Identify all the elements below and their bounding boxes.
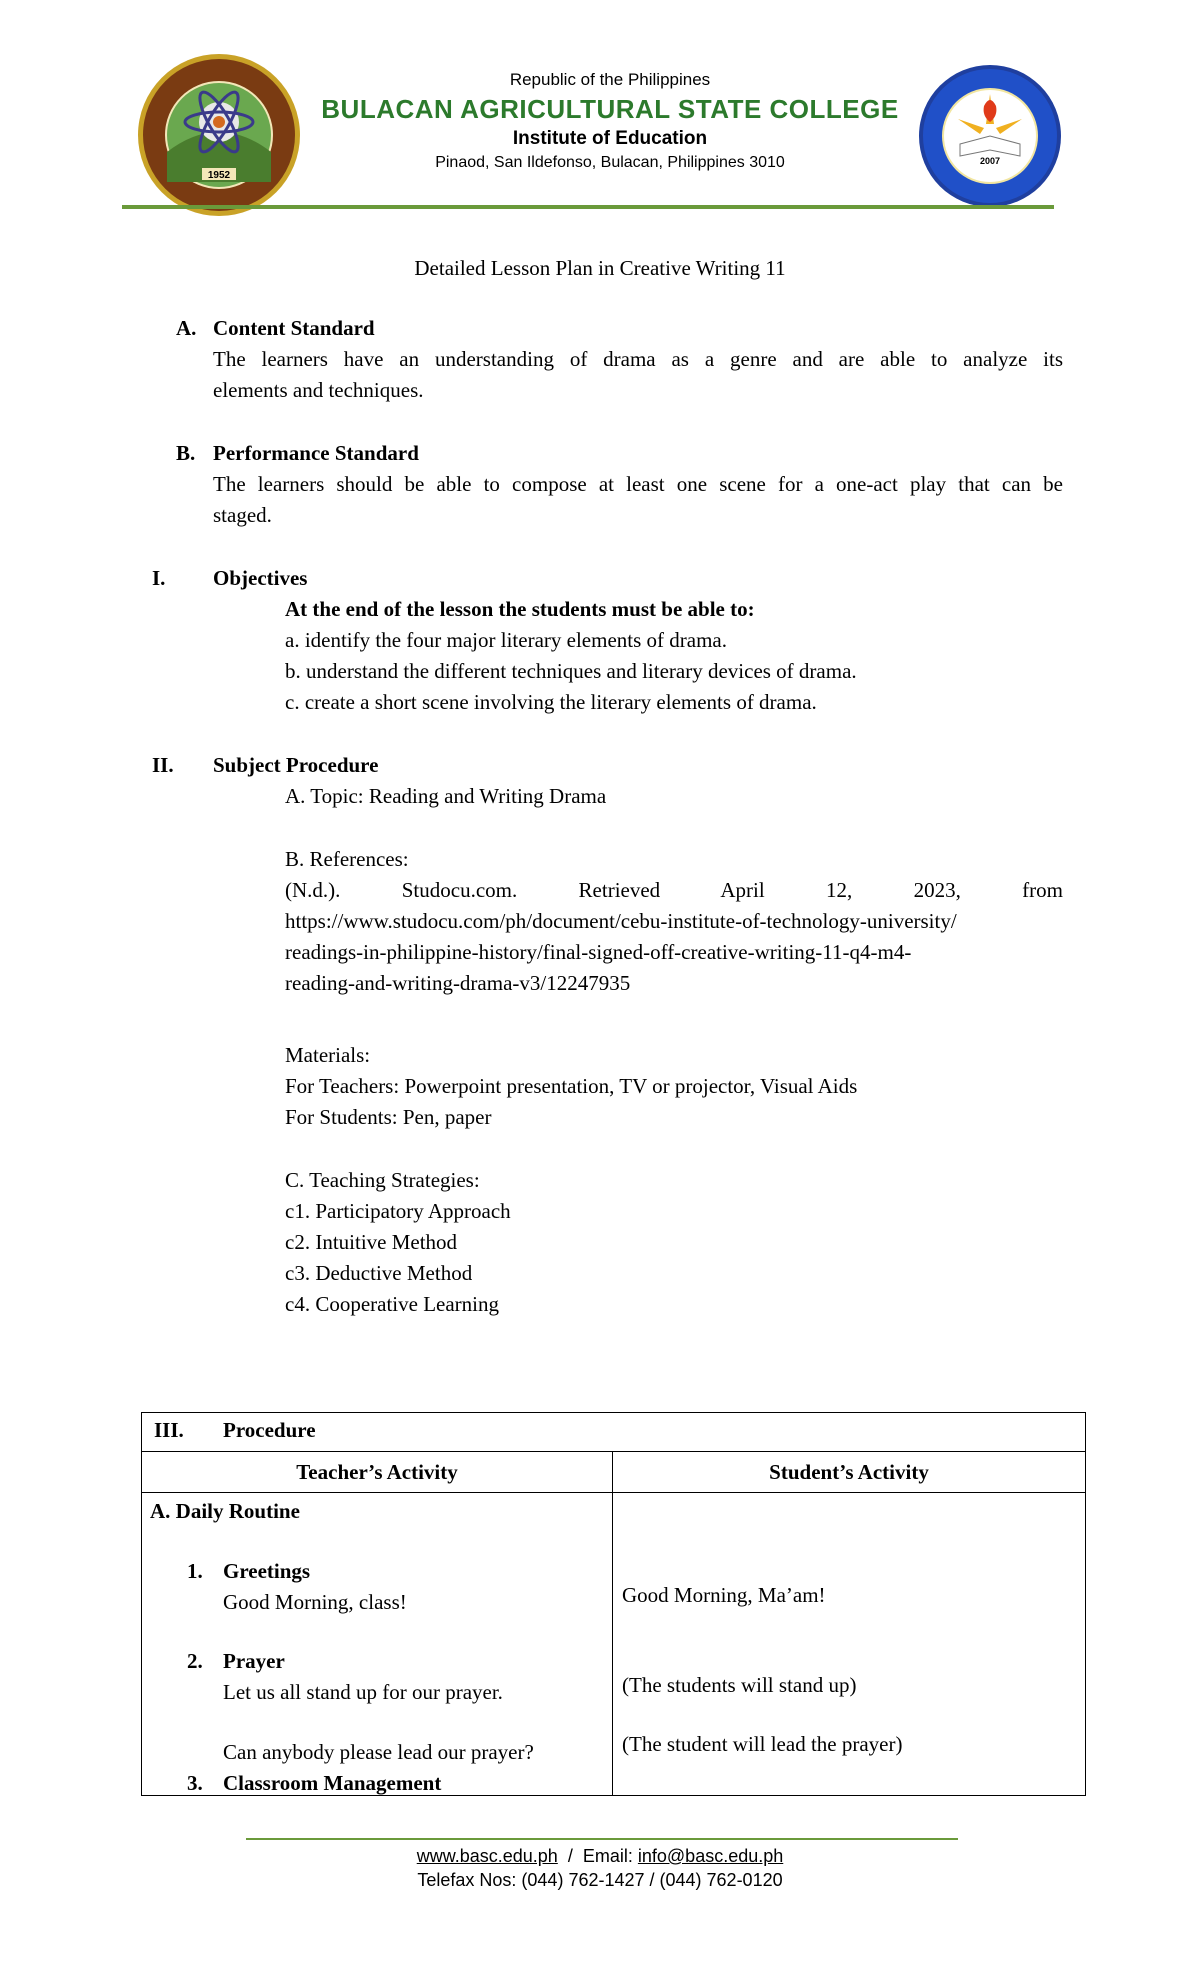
- content-standard-label: A.: [176, 316, 197, 340]
- performance-standard-text-line1: The learners should be able to compose at least one scene for a one-act play that can be: [213, 472, 1063, 496]
- republic-text: Republic of the Philippines: [509, 70, 711, 89]
- prayer-title: Prayer: [223, 1649, 285, 1673]
- daily-routine-heading: A. Daily Routine: [150, 1499, 300, 1523]
- student-activity-header: Student’s Activity: [613, 1452, 1086, 1493]
- subject-procedure-heading: Subject Procedure: [213, 753, 379, 777]
- materials-label: Materials:: [285, 1043, 371, 1067]
- objective-item: c. create a short scene involving the literary elements of drama.: [285, 690, 817, 714]
- reference-line: reading-and-writing-drama-v3/12247935: [285, 971, 631, 995]
- footer-telefax: Telefax Nos: (044) 762-1427 / (044) 762-0120: [417, 1870, 783, 1890]
- strategy-item: c2. Intuitive Method: [285, 1230, 458, 1254]
- college-name: BULACAN AGRICULTURAL STATE COLLEGE: [321, 94, 899, 124]
- prayer-teacher-text: Let us all stand up for our prayer.: [223, 1680, 503, 1704]
- procedure-header-cell: [142, 1413, 1086, 1452]
- student-activity-cell: [613, 1493, 1086, 1796]
- greetings-title: Greetings: [223, 1559, 311, 1583]
- teacher-activity-header: Teacher’s Activity: [142, 1452, 613, 1493]
- objective-item: b. understand the different techniques and literary devices of drama.: [285, 659, 857, 683]
- greetings-student-response: Good Morning, Ma’am!: [622, 1583, 826, 1607]
- subject-procedure-label: II.: [152, 753, 174, 777]
- institute-of-education-logo: [918, 64, 1062, 208]
- email-link[interactable]: info@basc.edu.ph: [637, 1846, 784, 1866]
- objectives-intro: At the end of the lesson the students must be able to:: [285, 597, 755, 621]
- performance-standard-text-line2: staged.: [213, 503, 272, 527]
- institute-name: Institute of Education: [512, 128, 708, 149]
- footer-divider: [246, 1838, 958, 1840]
- performance-standard-heading: Performance Standard: [213, 441, 419, 465]
- objectives-heading: Objectives: [213, 566, 308, 590]
- strategies-label: C. Teaching Strategies:: [285, 1168, 480, 1192]
- website-link[interactable]: www.basc.edu.ph: [416, 1846, 558, 1866]
- prayer-student-response: (The students will stand up): [622, 1673, 857, 1697]
- topic-text: A. Topic: Reading and Writing Drama: [285, 784, 607, 808]
- strategy-item: c4. Cooperative Learning: [285, 1292, 499, 1316]
- classroom-management-number: 3.: [187, 1771, 203, 1795]
- reference-line: https://www.studocu.com/ph/document/cebu-institute-of-technology-university/: [285, 909, 957, 933]
- prayer-number: 2.: [187, 1649, 203, 1673]
- content-standard-text-line2: elements and techniques.: [213, 378, 424, 402]
- procedure-table: [141, 1412, 1086, 1796]
- footer-contact: [0, 1846, 1200, 1867]
- materials-students: For Students: Pen, paper: [285, 1105, 492, 1129]
- objectives-label: I.: [152, 566, 166, 590]
- materials-teachers: For Teachers: Powerpoint presentation, TV or projector, Visual Aids: [285, 1074, 858, 1098]
- content-standard-text-line1: The learners have an understanding of drama as a genre and are able to analyze its: [213, 347, 1063, 371]
- classroom-management-title: Classroom Management: [223, 1771, 442, 1795]
- procedure-label: III.: [154, 1418, 184, 1442]
- strategy-item: c1. Participatory Approach: [285, 1199, 511, 1223]
- procedure-heading: Procedure: [223, 1418, 316, 1442]
- strategy-item: c3. Deductive Method: [285, 1261, 473, 1285]
- svg-text:1952: 1952: [207, 170, 231, 181]
- email-label: Email:: [582, 1846, 633, 1866]
- footer-separator: /: [567, 1846, 573, 1866]
- performance-standard-label: B.: [176, 441, 196, 465]
- basc-seal-logo: [136, 52, 302, 218]
- content-standard-heading: Content Standard: [213, 316, 375, 340]
- objective-item: a. identify the four major literary elements of drama.: [285, 628, 727, 652]
- greetings-teacher-text: Good Morning, class!: [223, 1590, 407, 1614]
- prayer-student-lead: (The student will lead the prayer): [622, 1732, 903, 1756]
- reference-line: (N.d.). Studocu.com. Retrieved April 12, 2023, from: [285, 878, 1063, 902]
- college-address: Pinaod, San Ildefonso, Bulacan, Philippines 3010: [435, 154, 785, 171]
- page-title: Detailed Lesson Plan in Creative Writing 11: [414, 256, 786, 280]
- prayer-teacher-question: Can anybody please lead our prayer?: [223, 1740, 534, 1764]
- references-label: B. References:: [285, 847, 409, 871]
- teacher-activity-cell: [142, 1493, 613, 1796]
- reference-line: readings-in-philippine-history/final-signed-off-creative-writing-11-q4-m4-: [285, 940, 912, 964]
- greetings-number: 1.: [187, 1559, 203, 1583]
- svg-text:2007: 2007: [979, 156, 1001, 166]
- header-divider: [122, 205, 1054, 209]
